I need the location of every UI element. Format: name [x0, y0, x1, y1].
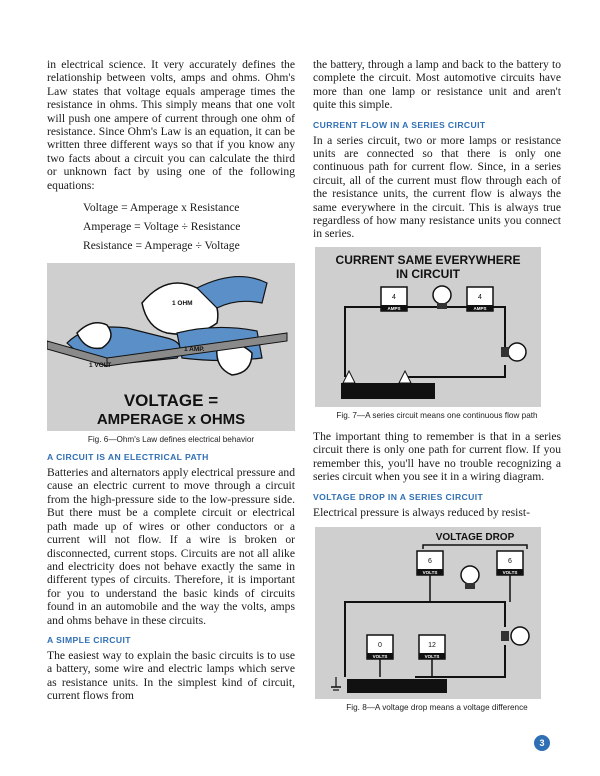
voltmeter-bottom-left-unit: VOLTS: [372, 653, 388, 659]
lamp-right-icon: [508, 343, 526, 361]
ammeter-right-unit: AMPS: [473, 305, 487, 311]
remember-paragraph: The important thing to remember is that in a series circuit there is only one path for current flow. If you remember this, you'll have no trouble recognizing a series circuit when you see it in a wiring diagram.: [313, 429, 561, 484]
ohms-law-cartoon: [47, 263, 295, 431]
equation-voltage: Voltage = Amperage x Resistance: [83, 201, 240, 215]
fig6-caption: Fig. 6—Ohm's Law defines electrical behavior: [87, 435, 255, 445]
voltmeter-top-right-value: 6: [508, 557, 512, 565]
label-volt: 1 VOLT: [89, 362, 112, 370]
fig6-illustration: [47, 263, 295, 431]
fig8-caption: Fig. 8—A voltage drop means a voltage difference: [346, 702, 528, 712]
ammeter-left-unit: AMPS: [387, 305, 401, 311]
heading-series-circuit: CURRENT FLOW IN A SERIES CIRCUIT: [313, 119, 486, 130]
voltmeter-bottom-right-unit: VOLTS: [424, 653, 440, 659]
equations: [83, 198, 295, 255]
page-number-badge: 3: [534, 735, 550, 751]
equation-resistance: Resistance = Amperage ÷ Voltage: [83, 239, 240, 253]
fig7-title-line1: CURRENT SAME EVERYWHERE: [335, 252, 521, 267]
voltmeter-bottom-left-value: 0: [378, 641, 382, 649]
battery-icon: [347, 679, 447, 693]
equation-amperage: Amperage = Voltage ÷ Resistance: [83, 220, 241, 234]
label-ohm: 1 OHM: [172, 300, 193, 308]
fig7-caption: Fig. 7—A series circuit means one continuous flow path: [336, 410, 538, 420]
label-amp: 1 AMP.: [184, 346, 205, 354]
right-column: [313, 58, 561, 712]
fig7-diagram: [315, 247, 541, 407]
lamp-right-icon: [511, 627, 529, 645]
fig6-title-line1: VOLTAGE =: [123, 391, 219, 411]
voltmeter-top-right-unit: VOLTS: [502, 569, 518, 575]
fig6-title-line2: AMPERAGE x OHMS: [96, 411, 246, 429]
series-circuit-paragraph: In a series circuit, two or more lamps or resistance units are connected so that there is only one continuous path for current flow. Since, in a series circuit, all of the current must flow through each of the resistance units, the current flow is always the same everywhere in the circuit. This is always true regardless of how many resistance units you connect in series.: [313, 133, 561, 241]
fig8-title: VOLTAGE DROP: [435, 531, 515, 543]
battery-paragraph: the battery, through a lamp and back to the battery to complete the circuit. Most automotive circuits have more than one lamp or resistance unit and aren't quite this simple.: [313, 58, 561, 112]
heading-simple-circuit: A SIMPLE CIRCUIT: [47, 634, 131, 645]
voltage-drop-paragraph: Electrical pressure is always reduced by resist-: [313, 505, 530, 519]
voltmeter-top-left-value: 6: [428, 557, 432, 565]
lamp-middle-icon: [461, 566, 479, 584]
circuit-path-paragraph: Batteries and alternators apply electrical pressure and cause an electric current to move through a circuit from the high-pressure side to the low-pressure side. But there must be a complete circuit or electrical path made up of wires or other conductors or a current will not flow. If a wire is broken or disconnected, current stops. Circuits are not all alike and electricity does not behave exactly the same in different types of circuits. Therefore, it is important for you to understand the basic kinds of circuits found in an automobile and the way the volts, amps and ohms behave in these circuits.: [47, 466, 295, 627]
ammeter-left-value: 4: [392, 293, 396, 301]
fig8-diagram: [315, 527, 541, 699]
left-column: [47, 58, 295, 703]
series-circuit-diagram: [315, 247, 541, 407]
voltage-drop-diagram: [315, 527, 541, 699]
fig7-title-line2: IN CIRCUIT: [396, 266, 460, 281]
ammeter-right-value: 4: [478, 293, 482, 301]
heading-voltage-drop: VOLTAGE DROP IN A SERIES CIRCUIT: [313, 491, 484, 502]
simple-circuit-paragraph: The easiest way to explain the basic circuits is to use a battery, some wire and electric lamps which serve as resistance units. In the simplest kind of circuit, current flows from: [47, 648, 295, 703]
heading-circuit-path: A CIRCUIT IS AN ELECTRICAL PATH: [47, 452, 209, 463]
voltmeter-bottom-right-value: 12: [428, 641, 436, 649]
ohms-law-paragraph: in electrical science. It very accurately defines the relationship between volts, amps and ohms. Ohm's Law states that voltage equals amperage times the resistance in ohms. This simply means that one volt will push one ampere of current through one ohm of resistance. Since Ohm's Law is an equation, it can be written three different ways so that if you know any two facts about a circuit you can calculate the third or unknown fact by using one of the following equations:: [47, 58, 295, 192]
voltmeter-top-left-unit: VOLTS: [422, 569, 438, 575]
battery-icon: [341, 383, 435, 399]
lamp-top-icon: [433, 286, 451, 304]
